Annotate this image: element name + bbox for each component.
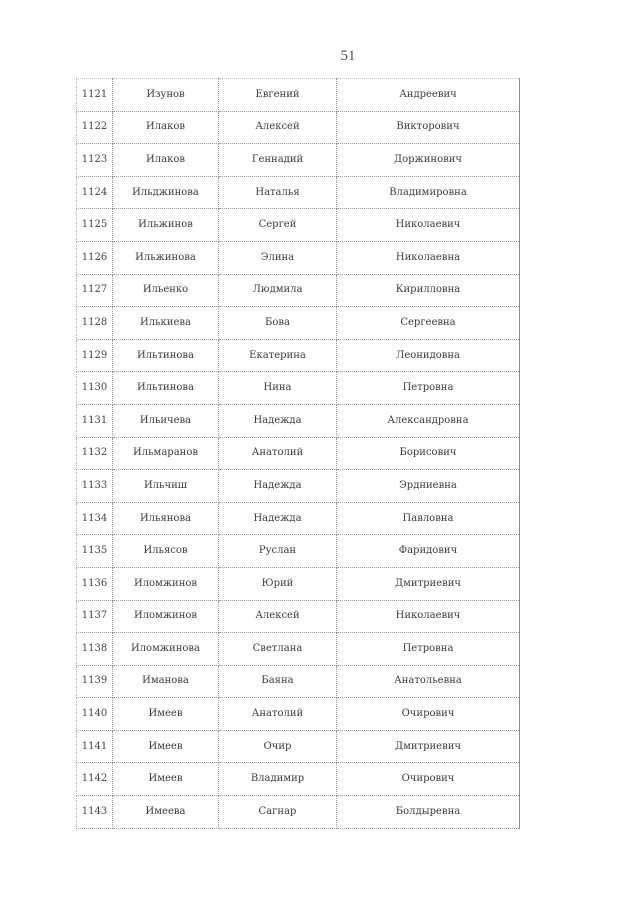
last-name-cell: Ильчиш [113,470,219,503]
last-name-cell: Имеев [113,763,219,796]
patronymic-cell: Николаевич [337,600,520,633]
patronymic-cell: Очирович [337,698,520,731]
row-number-cell: 1140 [77,698,113,731]
row-number-cell: 1134 [77,502,113,535]
last-name-cell: Иманова [113,665,219,698]
first-name-cell: Сергей [219,209,337,242]
row-number-cell: 1125 [77,209,113,242]
first-name-cell: Надежда [219,404,337,437]
page-number: 51 [340,48,356,64]
patronymic-cell: Павловна [337,502,520,535]
first-name-cell: Нина [219,372,337,405]
table-row [77,600,520,633]
patronymic-cell: Петровна [337,633,520,666]
first-name-cell: Алексей [219,111,337,144]
last-name-cell: Ильянова [113,502,219,535]
first-name-cell: Анатолий [219,437,337,470]
row-number-cell: 1136 [77,567,113,600]
table-row [77,633,520,666]
patronymic-cell: Болдыревна [337,796,520,829]
patronymic-cell: Владимировна [337,176,520,209]
patronymic-cell: Викторович [337,111,520,144]
table-row [77,372,520,405]
table-row [77,567,520,600]
row-number-cell: 1122 [77,111,113,144]
last-name-cell: Илаков [113,144,219,177]
first-name-cell: Юрий [219,567,337,600]
last-name-cell: Имеев [113,698,219,731]
row-number-cell: 1129 [77,339,113,372]
first-name-cell: Наталья [219,176,337,209]
patronymic-cell: Кирилловна [337,274,520,307]
patronymic-cell: Александровна [337,404,520,437]
row-number-cell: 1142 [77,763,113,796]
first-name-cell: Геннадий [219,144,337,177]
table-row [77,307,520,340]
table-row [77,470,520,503]
patronymic-cell: Леонидовна [337,339,520,372]
first-name-cell: Евгений [219,79,337,112]
row-number-cell: 1135 [77,535,113,568]
patronymic-cell: Андреевич [337,79,520,112]
names-table-container [76,78,519,829]
first-name-cell: Руслан [219,535,337,568]
last-name-cell: Иломжинов [113,567,219,600]
first-name-cell: Екатерина [219,339,337,372]
patronymic-cell: Петровна [337,372,520,405]
last-name-cell: Имеева [113,796,219,829]
row-number-cell: 1130 [77,372,113,405]
patronymic-cell: Эрдниевна [337,470,520,503]
row-number-cell: 1133 [77,470,113,503]
row-number-cell: 1124 [77,176,113,209]
first-name-cell: Очир [219,730,337,763]
first-name-cell: Анатолий [219,698,337,731]
first-name-cell: Людмила [219,274,337,307]
row-number-cell: 1121 [77,79,113,112]
last-name-cell: Илаков [113,111,219,144]
table-row [77,144,520,177]
table-row [77,404,520,437]
last-name-cell: Илькиева [113,307,219,340]
row-number-cell: 1139 [77,665,113,698]
first-name-cell: Элина [219,241,337,274]
last-name-cell: Ильжинова [113,241,219,274]
patronymic-cell: Очирович [337,763,520,796]
last-name-cell: Ильтинова [113,372,219,405]
patronymic-cell: Фаридович [337,535,520,568]
last-name-cell: Ильжинов [113,209,219,242]
patronymic-cell: Николаевич [337,209,520,242]
table-row [77,209,520,242]
row-number-cell: 1138 [77,633,113,666]
last-name-cell: Изунов [113,79,219,112]
patronymic-cell: Дмитриевич [337,730,520,763]
patronymic-cell: Анатольевна [337,665,520,698]
last-name-cell: Ильмаранов [113,437,219,470]
first-name-cell: Баяна [219,665,337,698]
row-number-cell: 1143 [77,796,113,829]
table-row [77,763,520,796]
row-number-cell: 1137 [77,600,113,633]
table-row [77,502,520,535]
row-number-cell: 1123 [77,144,113,177]
table-row [77,111,520,144]
table-row [77,241,520,274]
last-name-cell: Ильенко [113,274,219,307]
table-row [77,730,520,763]
last-name-cell: Ильтинова [113,339,219,372]
patronymic-cell: Борисович [337,437,520,470]
last-name-cell: Имеев [113,730,219,763]
row-number-cell: 1127 [77,274,113,307]
first-name-cell: Владимир [219,763,337,796]
row-number-cell: 1132 [77,437,113,470]
table-row [77,437,520,470]
first-name-cell: Сагнар [219,796,337,829]
patronymic-cell: Николаевна [337,241,520,274]
last-name-cell: Ильджинова [113,176,219,209]
row-number-cell: 1131 [77,404,113,437]
row-number-cell: 1128 [77,307,113,340]
names-table-body [77,79,520,829]
row-number-cell: 1141 [77,730,113,763]
table-row [77,796,520,829]
first-name-cell: Надежда [219,470,337,503]
first-name-cell: Светлана [219,633,337,666]
last-name-cell: Ильичева [113,404,219,437]
table-row [77,79,520,112]
first-name-cell: Надежда [219,502,337,535]
table-row [77,176,520,209]
table-row [77,274,520,307]
table-row [77,698,520,731]
last-name-cell: Ильясов [113,535,219,568]
last-name-cell: Иломжинова [113,633,219,666]
last-name-cell: Иломжинов [113,600,219,633]
patronymic-cell: Доржинович [337,144,520,177]
table-row [77,665,520,698]
table-row [77,339,520,372]
first-name-cell: Алексей [219,600,337,633]
patronymic-cell: Сергеевна [337,307,520,340]
row-number-cell: 1126 [77,241,113,274]
patronymic-cell: Дмитриевич [337,567,520,600]
table-row [77,535,520,568]
names-table [76,78,520,829]
first-name-cell: Бова [219,307,337,340]
